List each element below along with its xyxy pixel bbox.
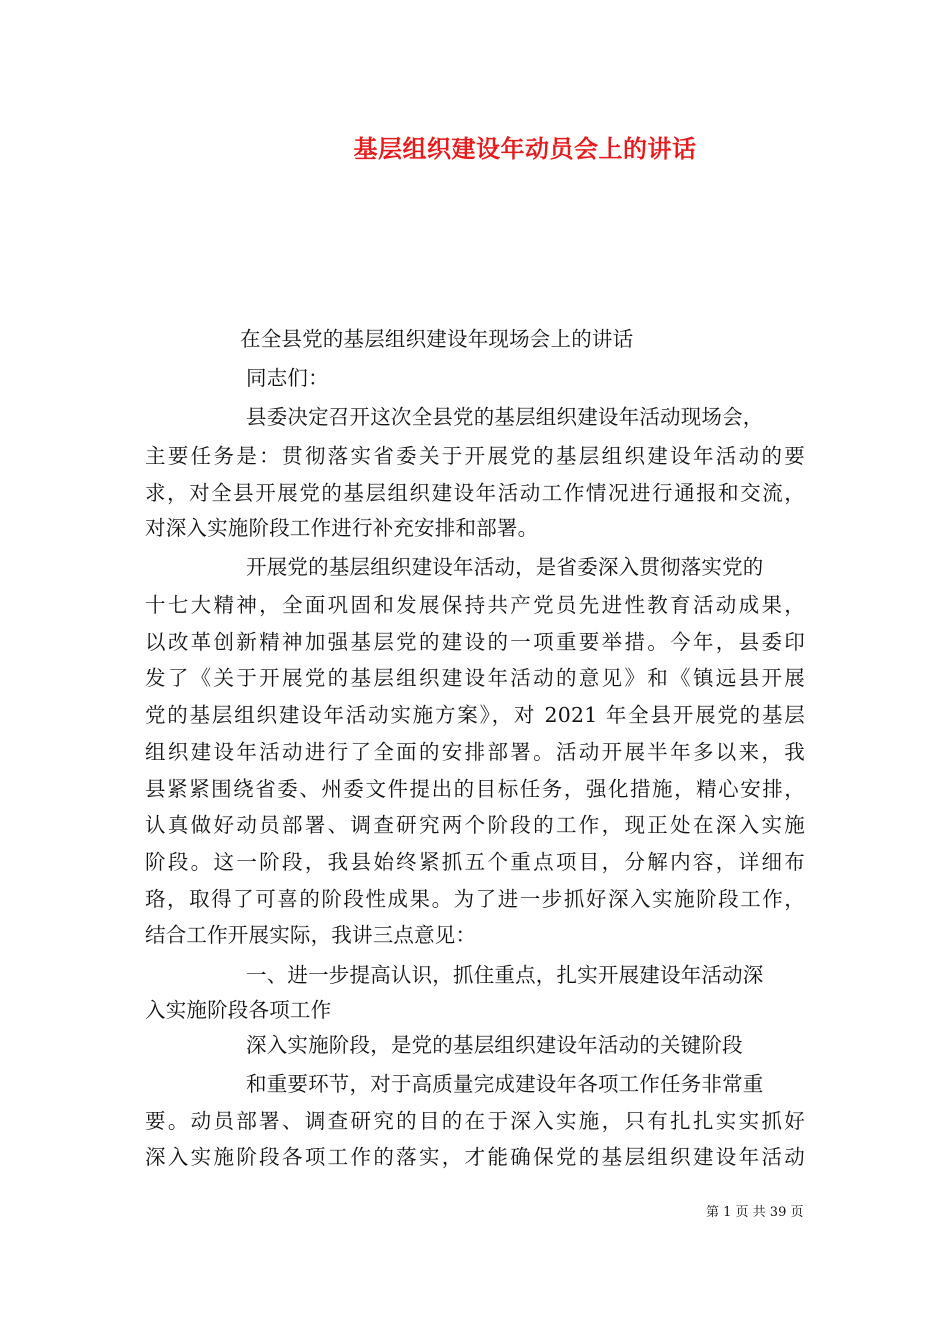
subtitle: 在全县党的基层组织建设年现场会上的讲话 — [240, 327, 634, 351]
paragraph-line: 和重要环节，对于高质量完成建设年各项工作任务非常重 — [246, 1072, 764, 1096]
paragraph-line: 以改革创新精神加强基层党的建设的一项重要举措。今年，县委印 — [145, 630, 805, 654]
paragraph-line: 开展党的基层组织建设年活动，是省委深入贯彻落实党的 — [246, 555, 764, 579]
paragraph-line: 阶段。这一阶段，我县始终紧抓五个重点项目，分解内容，详细布 — [145, 850, 805, 874]
paragraph-line: 深入实施阶段各项工作的落实，才能确保党的基层组织建设年活动 — [145, 1145, 805, 1169]
paragraph-line: 求，对全县开展党的基层组织建设年活动工作情况进行通报和交流， — [145, 481, 805, 505]
paragraph-line: 深入实施阶段，是党的基层组织建设年活动的关键阶段 — [246, 1033, 743, 1057]
paragraph-line: 县紧紧围绕省委、州委文件提出的目标任务，强化措施，精心安排， — [145, 777, 805, 801]
paragraph-line: 发了《关于开展党的基层组织建设年活动的意见》和《镇远县开展 — [145, 666, 805, 690]
section-heading: 入实施阶段各项工作 — [145, 998, 332, 1022]
section-heading: 一、进一步提高认识，抓住重点，扎实开展建设年活动深 — [246, 963, 764, 987]
paragraph-line: 要。动员部署、调查研究的目的在于深入实施，只有扎扎实实抓好 — [145, 1109, 805, 1133]
paragraph-line: 党的基层组织建设年活动实施方案》，对 2021 年全县开展党的基层 — [145, 703, 805, 727]
paragraph-line: 十七大精神，全面巩固和发展保持共产党员先进性教育活动成果， — [145, 593, 805, 617]
paragraph-line: 主要任务是：贯彻落实省委关于开展党的基层组织建设年活动的要 — [145, 444, 805, 468]
salutation: 同志们： — [246, 366, 329, 390]
paragraph-line: 认真做好动员部署、调查研究两个阶段的工作，现正处在深入实施 — [145, 813, 805, 837]
paragraph-line: 县委决定召开这次全县党的基层组织建设年活动现场会， — [246, 405, 764, 429]
paragraph-line: 对深入实施阶段工作进行补充安排和部署。 — [145, 516, 539, 540]
document-title: 基层组织建设年动员会上的讲话 — [353, 134, 697, 163]
paragraph-line: 珞，取得了可喜的阶段性成果。为了进一步抓好深入实施阶段工作， — [145, 887, 805, 911]
paragraph-line: 结合工作开展实际，我讲三点意见： — [145, 923, 477, 947]
paragraph-line: 组织建设年活动进行了全面的安排部署。活动开展半年多以来，我 — [145, 740, 805, 764]
page-indicator: 第 1 页 共 39 页 — [706, 1205, 804, 1220]
